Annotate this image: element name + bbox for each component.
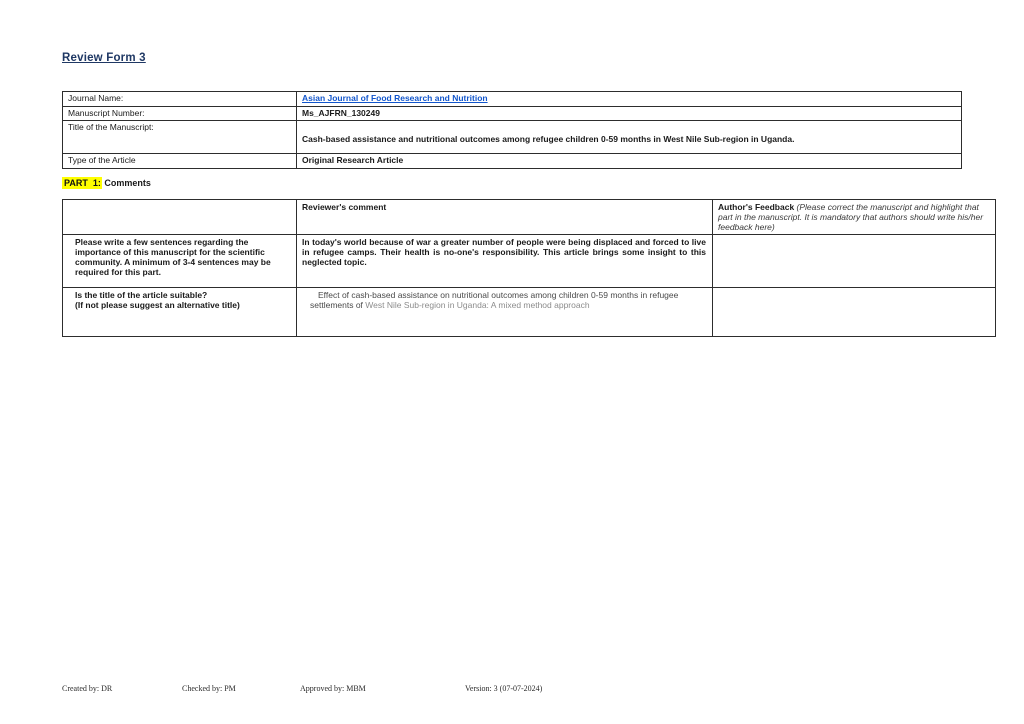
article-type-label: Type of the Article [63, 154, 297, 169]
journal-name-label: Journal Name: [63, 92, 297, 107]
title-suitability-prompt-line2: (If not please suggest an alternative title) [75, 300, 240, 310]
footer-created-by: Created by: DR [62, 684, 113, 693]
title-suitability-reviewer-comment [297, 288, 713, 337]
part1-highlight: PART 1: [64, 178, 101, 188]
table-row [63, 92, 962, 107]
footer-approved-by: Approved by: MBM [300, 684, 366, 693]
table-row [63, 235, 996, 288]
importance-prompt: Please write a few sentences regarding the importance of this manuscript for the scientific community. A minimum of 3-4 sentences may be required for this part. [63, 235, 297, 288]
author-feedback-header-note: (Please correct the manuscript and highlight that part in the manuscript. It is mandatory that authors should write his/her feedback here) [718, 202, 984, 232]
comments-header-row [63, 200, 996, 235]
table-row [63, 107, 962, 121]
manuscript-title-value: Cash-based assistance and nutritional outcomes among refugee children 0-59 months in West Nile Sub-region in Uganda. [297, 121, 962, 154]
part1-heading [62, 178, 151, 189]
title-suitability-author-feedback-cell[interactable] [713, 288, 996, 337]
reviewer-comment-header: Reviewer's comment [297, 200, 713, 235]
footer-checked-by: Checked by: PM [182, 684, 236, 693]
footer-version: Version: 3 (07-07-2024) [465, 684, 543, 693]
title-suitability-prompt [63, 288, 297, 337]
author-feedback-header-bold: Author's Feedback [718, 202, 797, 212]
importance-author-feedback-cell[interactable] [713, 235, 996, 288]
importance-reviewer-comment: In today's world because of war a greater number of people were being displaced and forced to live in refugee camps. Their health is no-one's responsibility. This article brings some insight to this neglected topic. [297, 235, 713, 288]
manuscript-number-label: Manuscript Number: [63, 107, 297, 121]
table-row [63, 121, 962, 154]
journal-name-link[interactable]: Asian Journal of Food Research and Nutrition [302, 93, 488, 103]
page-title: Review Form 3 [62, 52, 146, 64]
manuscript-number-value: Ms_AJFRN_130249 [297, 107, 962, 121]
suggested-title-dark-segment: Effect of cash-based assistance on nutritional outcomes among children 0-59 months in refugee settlements of [310, 290, 679, 310]
comments-table [62, 199, 996, 337]
header-empty-cell [63, 200, 297, 235]
article-type-value: Original Research Article [297, 154, 962, 169]
title-suitability-prompt-line1: Is the title of the article suitable? [75, 290, 208, 300]
part1-label: Comments [101, 178, 151, 188]
table-row [63, 288, 996, 337]
manuscript-title-label: Title of the Manuscript: [63, 121, 297, 154]
author-feedback-header [713, 200, 996, 235]
table-row [63, 154, 962, 169]
manuscript-info-table [62, 91, 962, 169]
suggested-title-gray-segment: West Nile Sub-region in Uganda: A mixed method approach [365, 300, 590, 310]
